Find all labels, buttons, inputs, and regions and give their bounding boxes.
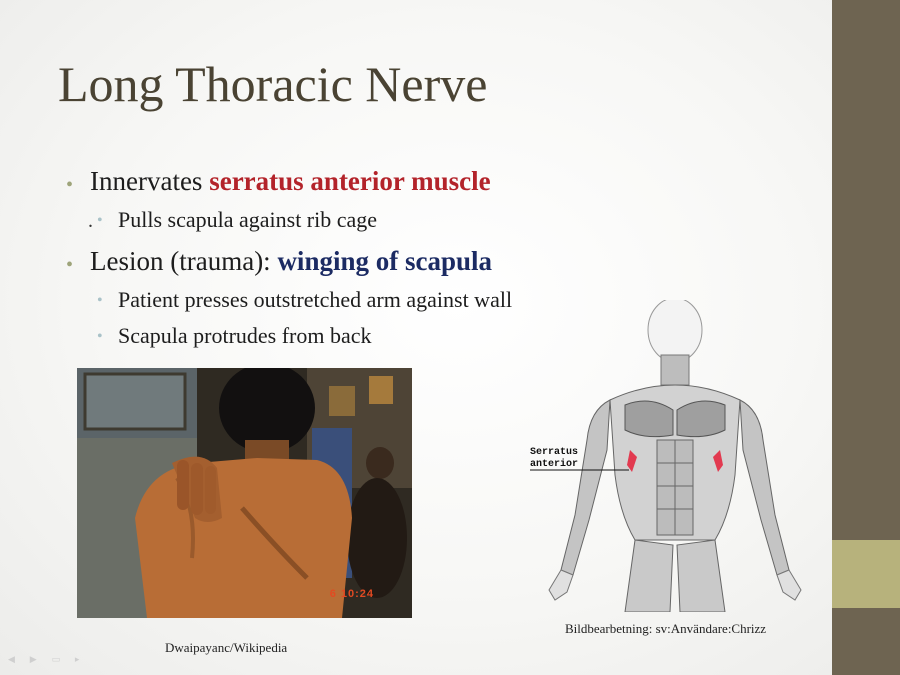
sub-bullet-scapula-protrudes: Scapula protrudes from back — [118, 323, 372, 348]
sub-bullet-patient-presses: Patient presses outstretched arm against wall — [118, 287, 513, 312]
sub-bullet-dot-icon: • — [97, 212, 103, 229]
anatomy-illustration — [525, 300, 820, 612]
photo-timestamp: 6 10:24 — [329, 588, 374, 600]
bullet-dot-icon: • — [66, 254, 74, 276]
sub-bullet-dot-icon: • — [97, 328, 103, 345]
serratus-anterior-label — [530, 447, 578, 471]
sub-bullet-dot-icon: • — [97, 292, 103, 309]
highlight-winging: winging of scapula — [277, 246, 492, 276]
stray-mark: . — [88, 210, 93, 232]
bullet-text: Lesion (trauma): — [90, 246, 278, 276]
bullet-lesion — [90, 246, 492, 277]
winged-scapula-photo — [77, 368, 412, 618]
slide-title: Long Thoracic Nerve — [58, 56, 488, 112]
bullet-dot-icon: • — [66, 174, 74, 196]
bullet-text: Innervates — [90, 166, 210, 196]
label-line: Serratus — [530, 447, 579, 458]
photo-credit: Dwaipayanc/Wikipedia — [165, 640, 288, 655]
bullet-innervates — [90, 166, 491, 197]
side-accent-block — [832, 540, 900, 608]
label-line: anterior — [530, 459, 579, 470]
sub-bullet-pulls-scapula: Pulls scapula against rib cage — [118, 207, 378, 232]
anatomy-credit: Bildbearbetning: sv:Användare:Chrizz — [565, 621, 767, 636]
highlight-serratus: serratus anterior muscle — [209, 166, 491, 196]
slide-nav-icons[interactable]: ◀ ▶ ▭ ▸ — [8, 655, 86, 665]
